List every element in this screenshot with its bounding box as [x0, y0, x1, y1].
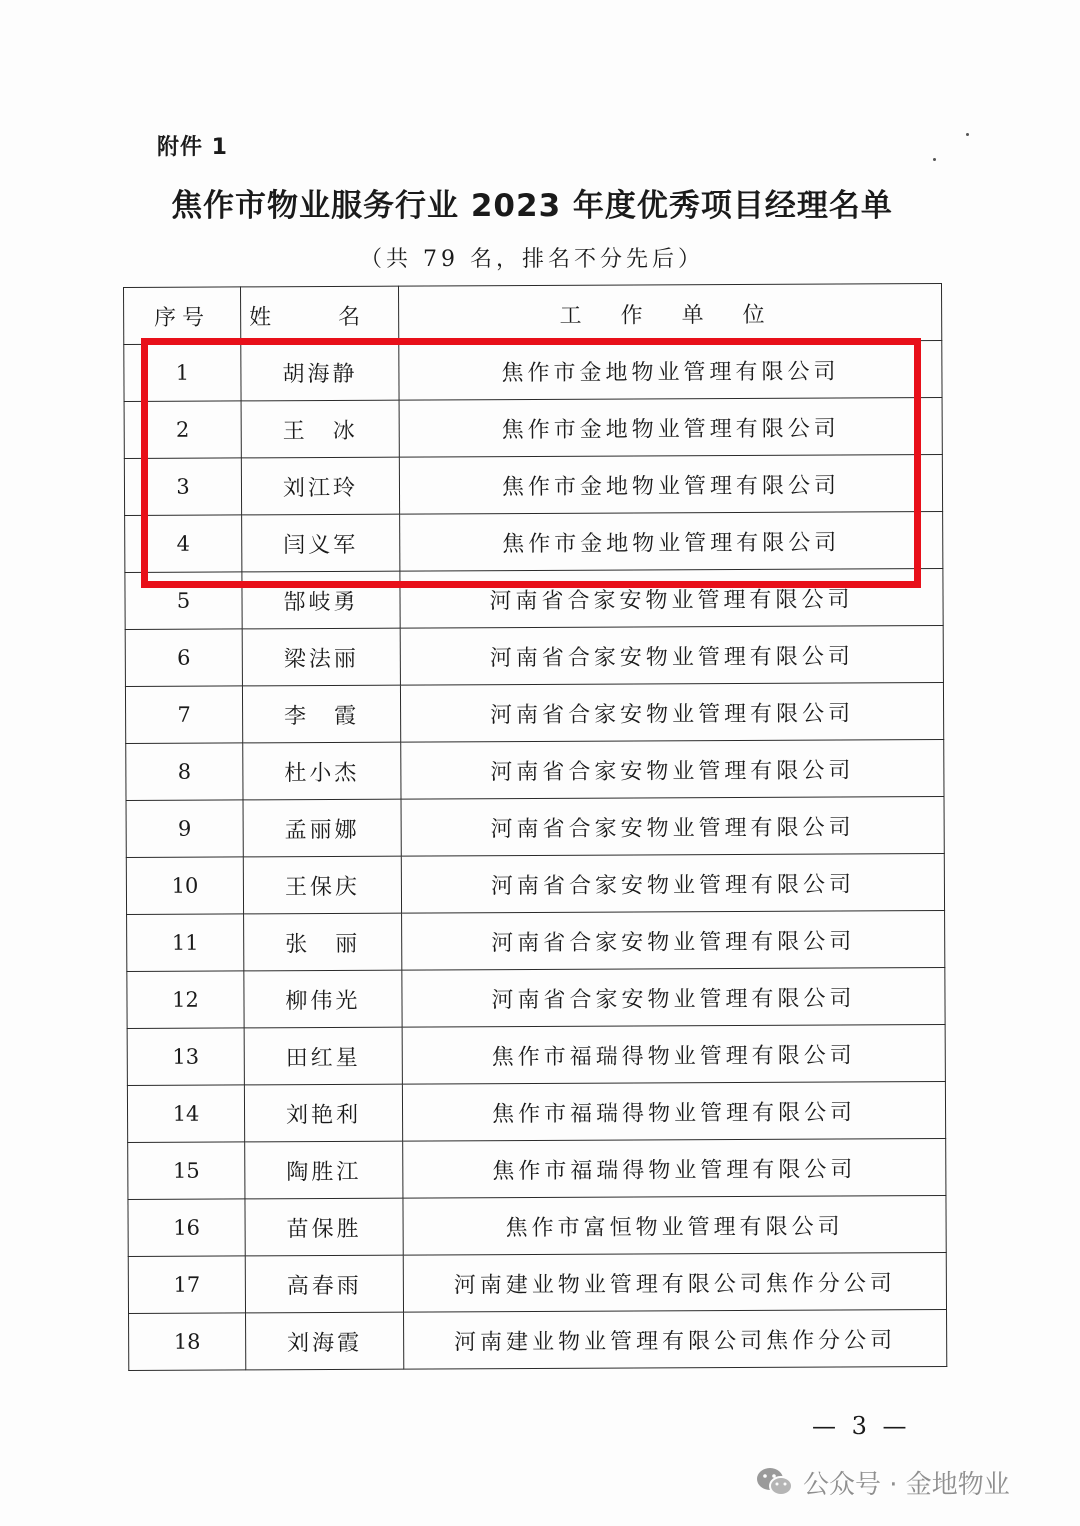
row-serial-number: 18 [129, 1313, 246, 1371]
row-serial-number: 2 [124, 401, 241, 459]
row-serial-number: 15 [128, 1142, 245, 1200]
row-name: 李 霞 [242, 685, 400, 743]
row-serial-number: 8 [126, 743, 243, 801]
row-work-unit: 河南建业物业管理有限公司焦作分公司 [403, 1252, 946, 1312]
table-row [124, 454, 942, 515]
page-number: — 3 — [812, 1412, 911, 1440]
table-row [125, 568, 943, 629]
row-work-unit: 河南省合家安物业管理有限公司 [400, 682, 943, 742]
row-work-unit: 河南省合家安物业管理有限公司 [402, 967, 945, 1027]
row-serial-number: 12 [127, 971, 244, 1029]
row-name: 孟丽娜 [243, 799, 401, 857]
table-row [124, 340, 942, 401]
row-serial-number: 10 [126, 857, 243, 915]
row-name: 田红星 [244, 1027, 402, 1085]
table-row [125, 625, 943, 686]
header-work-unit: 工 作 单 位 [398, 284, 941, 344]
row-work-unit: 河南建业物业管理有限公司焦作分公司 [404, 1309, 947, 1369]
table-row [127, 1024, 945, 1085]
row-name: 柳伟光 [244, 970, 402, 1028]
row-serial-number: 14 [127, 1085, 244, 1143]
table-row [127, 967, 945, 1028]
row-work-unit: 焦作市福瑞得物业管理有限公司 [402, 1024, 945, 1084]
wechat-icon [755, 1465, 795, 1499]
row-serial-number: 13 [127, 1028, 244, 1086]
watermark-text: 公众号 · 金地物业 [803, 1469, 1010, 1500]
table-row [128, 1252, 946, 1313]
row-work-unit: 河南省合家安物业管理有限公司 [401, 739, 944, 799]
table-row [127, 910, 945, 971]
row-serial-number: 9 [126, 800, 243, 858]
row-name: 刘海霞 [246, 1312, 404, 1370]
header-serial-number: 序号 [124, 287, 241, 345]
watermark [755, 1460, 1010, 1504]
row-name: 陶胜江 [245, 1141, 403, 1199]
row-name: 杜小杰 [243, 742, 401, 800]
row-work-unit: 河南省合家安物业管理有限公司 [402, 910, 945, 970]
row-serial-number: 17 [128, 1256, 245, 1314]
table-row [128, 1138, 946, 1199]
row-serial-number: 6 [125, 629, 242, 687]
row-serial-number: 4 [125, 515, 242, 573]
row-serial-number: 11 [127, 914, 244, 972]
row-name: 高春雨 [245, 1255, 403, 1313]
manager-list-table [123, 283, 947, 1371]
row-name: 郜岐勇 [242, 571, 400, 629]
row-work-unit: 焦作市金地物业管理有限公司 [400, 511, 943, 571]
row-work-unit: 焦作市金地物业管理有限公司 [399, 397, 942, 457]
table-row [124, 397, 942, 458]
table-row [128, 1195, 946, 1256]
table-row [127, 1081, 945, 1142]
table-row [125, 682, 943, 743]
attachment-label: 附件 1 [157, 135, 228, 160]
row-work-unit: 河南省合家安物业管理有限公司 [400, 625, 943, 685]
row-work-unit: 河南省合家安物业管理有限公司 [401, 796, 944, 856]
row-name: 苗保胜 [245, 1198, 403, 1256]
row-name: 张 丽 [244, 913, 402, 971]
row-name: 刘江玲 [241, 457, 399, 515]
row-work-unit: 焦作市富恒物业管理有限公司 [403, 1195, 946, 1255]
document-title: 焦作市物业服务行业 2023 年度优秀项目经理名单 [171, 188, 893, 224]
row-name: 梁法丽 [242, 628, 400, 686]
row-serial-number: 5 [125, 572, 242, 630]
row-name: 王保庆 [243, 856, 401, 914]
table-row [126, 796, 944, 857]
row-work-unit: 焦作市金地物业管理有限公司 [399, 454, 942, 514]
row-work-unit: 焦作市福瑞得物业管理有限公司 [403, 1138, 946, 1198]
row-serial-number: 3 [124, 458, 241, 516]
row-name: 刘艳利 [244, 1084, 402, 1142]
row-serial-number: 7 [125, 686, 242, 744]
scan-speck [933, 158, 936, 161]
table-row [125, 511, 943, 572]
row-name: 王 冰 [241, 400, 399, 458]
table-row [126, 739, 944, 800]
row-name: 胡海静 [241, 343, 399, 401]
row-name: 闫义军 [242, 514, 400, 572]
header-name: 姓 名 [241, 286, 399, 344]
row-serial-number: 1 [124, 344, 241, 402]
document-subtitle: （共 79 名，排名不分先后） [360, 247, 704, 272]
row-work-unit: 河南省合家安物业管理有限公司 [401, 853, 944, 913]
table-body [124, 340, 947, 1370]
table-row [126, 853, 944, 914]
scan-speck [966, 133, 969, 136]
row-serial-number: 16 [128, 1199, 245, 1257]
row-work-unit: 焦作市金地物业管理有限公司 [399, 340, 942, 400]
row-work-unit: 河南省合家安物业管理有限公司 [400, 568, 943, 628]
row-work-unit: 焦作市福瑞得物业管理有限公司 [402, 1081, 945, 1141]
table-header-row [124, 284, 942, 345]
table-row [129, 1309, 947, 1370]
